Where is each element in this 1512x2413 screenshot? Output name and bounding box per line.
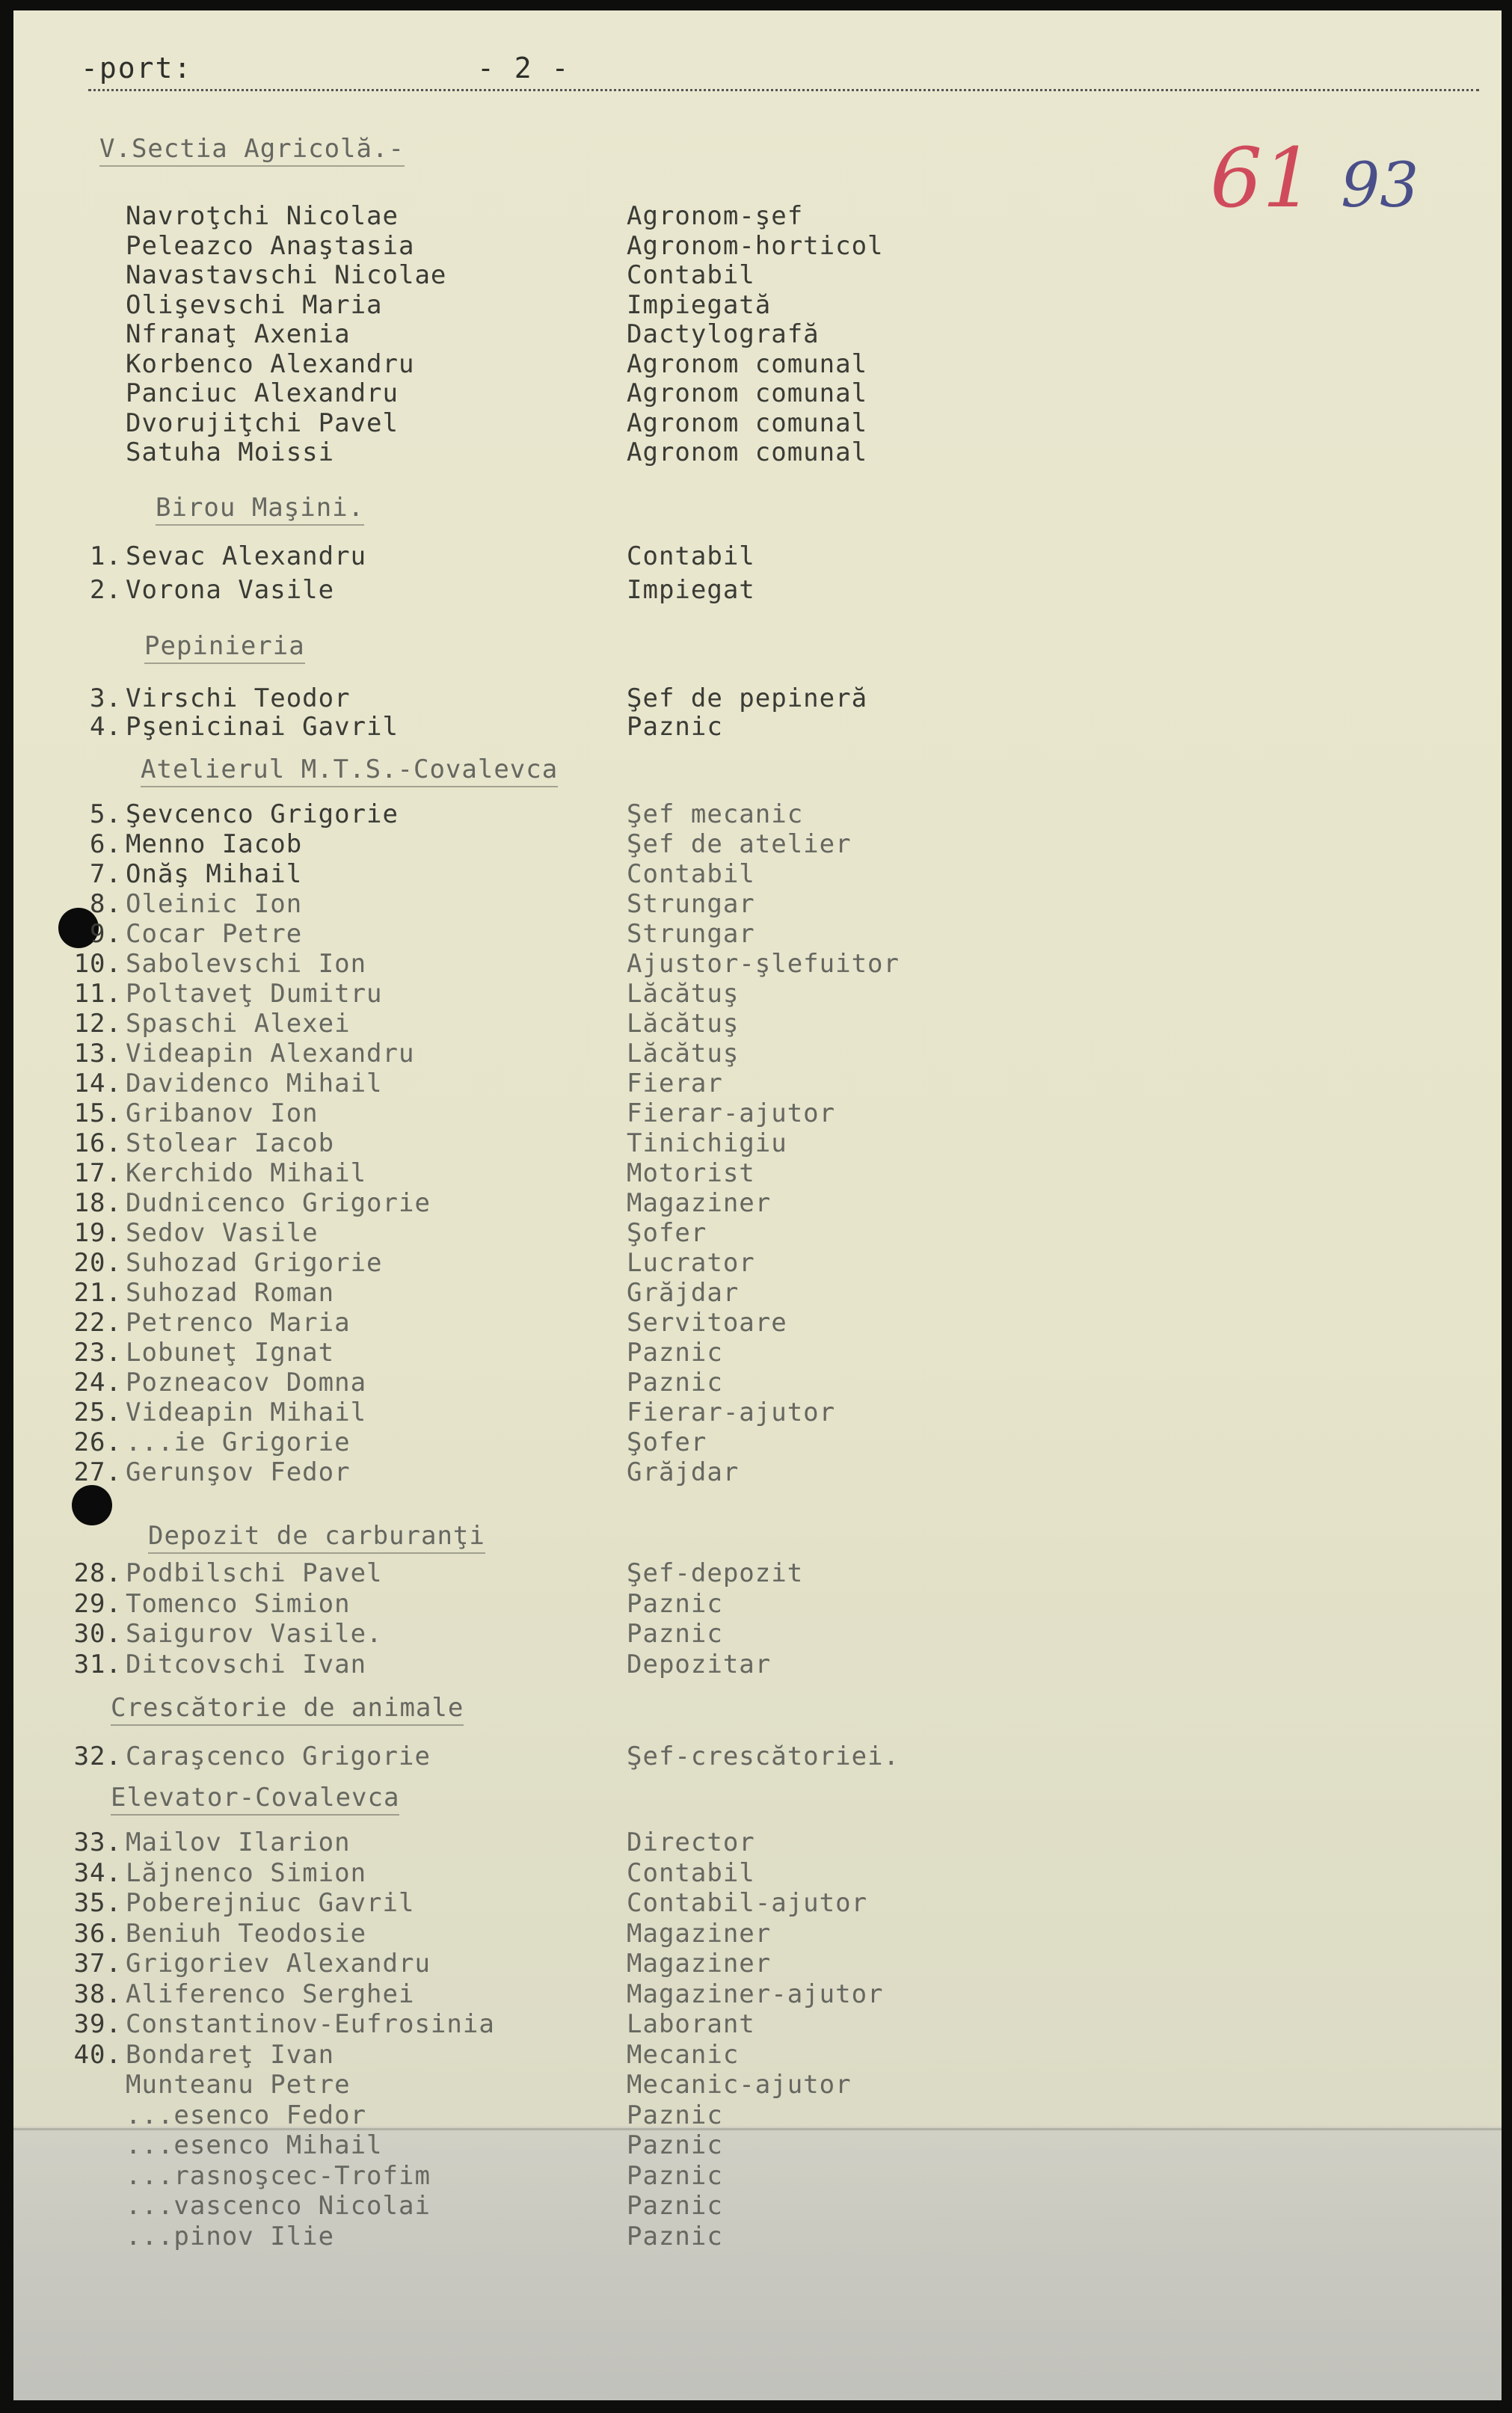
employee-role: Contabil-ajutor: [627, 1888, 868, 1918]
employee-role: Tinichigiu: [627, 1128, 787, 1158]
row-number: 9.: [90, 919, 122, 949]
employee-role: Şef de pepineră: [627, 683, 868, 713]
employee-role: Paznic: [627, 712, 723, 742]
employee-name: Petrenco Maria: [126, 1308, 351, 1338]
row-number: 7.: [90, 859, 122, 889]
employee-role: Contabil: [627, 541, 755, 571]
row-number: 13.: [73, 1039, 122, 1069]
employee-name: Poltaveţ Dumitru: [126, 979, 383, 1009]
employee-name: Sabolevschi Ion: [126, 949, 367, 979]
employee-name: ...vascenco Nicolai: [126, 2191, 431, 2221]
employee-name: Pşenicinai Gavril: [126, 712, 399, 742]
row-number: 4.: [90, 712, 122, 742]
employee-name: Kerchido Mihail: [126, 1158, 367, 1188]
employee-name: ...esenco Mihail: [126, 2130, 383, 2160]
employee-name: Podbilschi Pavel: [126, 1558, 383, 1588]
row-number: 35.: [73, 1888, 122, 1918]
employee-role: Motorist: [627, 1158, 755, 1188]
row-number: 11.: [73, 979, 122, 1009]
employee-role: Fierar-ajutor: [627, 1098, 836, 1128]
employee-role: Şef-crescătoriei.: [627, 1742, 900, 1771]
employee-name: Sevac Alexandru: [126, 541, 367, 571]
employee-role: Servitoare: [627, 1308, 787, 1338]
employee-role: Paznic: [627, 2100, 723, 2130]
employee-role: Magaziner: [627, 1918, 772, 1949]
employee-name: Virschi Teodor: [126, 683, 351, 713]
row-number: 32.: [73, 1742, 122, 1771]
row-number: 33.: [73, 1828, 122, 1857]
employee-name: Panciuc Alexandru: [126, 378, 399, 408]
employee-role: Paznic: [627, 1368, 723, 1398]
employee-role: Paznic: [627, 1619, 723, 1649]
row-number: 27.: [73, 1457, 122, 1487]
employee-role: Şofer: [627, 1427, 707, 1457]
employee-name: Stolear Iacob: [126, 1128, 335, 1158]
employee-role: Paznic: [627, 2130, 723, 2160]
employee-role: Agronom-şef: [627, 201, 804, 231]
section-title: V.Sectia Agricolă.-: [99, 134, 405, 167]
row-number: 10.: [73, 949, 122, 979]
employee-name: Aliferenco Serghei: [126, 1979, 415, 2009]
employee-name: Vorona Vasile: [126, 575, 335, 605]
employee-name: Videapin Mihail: [126, 1398, 367, 1427]
employee-name: Gribanov Ion: [126, 1098, 319, 1128]
employee-role: Şofer: [627, 1218, 707, 1248]
row-number: 28.: [73, 1558, 122, 1588]
employee-role: Lăcătuş: [627, 1039, 740, 1069]
page-header: [81, 52, 571, 84]
employee-name: Saigurov Vasile.: [126, 1619, 383, 1649]
employee-role: Contabil: [627, 859, 755, 889]
employee-role: Magaziner: [627, 1949, 772, 1979]
row-number: 19.: [73, 1218, 122, 1248]
blue-folio-number: 93: [1341, 150, 1419, 221]
header-label: -port:: [81, 52, 193, 84]
row-number: 15.: [73, 1098, 122, 1128]
employee-role: Lăcătuş: [627, 1009, 740, 1039]
employee-role: Agronom-horticol: [627, 230, 884, 261]
employee-name: ...ie Grigorie: [126, 1427, 351, 1457]
row-number: 37.: [73, 1949, 122, 1979]
employee-role: Grăjdar: [627, 1278, 740, 1308]
section-title: Elevator-Covalevca: [111, 1783, 399, 1816]
document-page: [13, 10, 1502, 2400]
employee-name: Beniuh Teodosie: [126, 1918, 367, 1949]
employee-name: Caraşcenco Grigorie: [126, 1742, 431, 1771]
employee-name: Korbenco Alexandru: [126, 348, 415, 379]
employee-role: Paznic: [627, 2221, 723, 2251]
employee-role: Paznic: [627, 1338, 723, 1368]
employee-role: Agronom comunal: [627, 408, 868, 438]
row-number: 21.: [73, 1278, 122, 1308]
header-rule: [88, 89, 1479, 93]
employee-role: Strungar: [627, 889, 755, 919]
row-number: 26.: [73, 1427, 122, 1457]
employee-name: Lobuneţ Ignat: [126, 1338, 335, 1368]
punch-hole-bottom: [72, 1485, 112, 1525]
employee-role: Paznic: [627, 1588, 723, 1619]
employee-name: Cocar Petre: [126, 919, 303, 949]
employee-role: Grăjdar: [627, 1457, 740, 1487]
row-number: 30.: [73, 1619, 122, 1649]
employee-name: Spaschi Alexei: [126, 1009, 351, 1039]
row-number: 22.: [73, 1308, 122, 1338]
employee-name: ...rasnoşcec-Trofim: [126, 2160, 431, 2191]
employee-role: Fierar: [627, 1069, 723, 1098]
row-number: 23.: [73, 1338, 122, 1368]
row-number: 1.: [90, 541, 122, 571]
employee-role: Lucrator: [627, 1248, 755, 1278]
employee-name: Navroţchi Nicolae: [126, 201, 399, 231]
row-number: 31.: [73, 1649, 122, 1679]
employee-role: Agronom comunal: [627, 348, 868, 379]
row-number: 8.: [90, 889, 122, 919]
employee-role: Magaziner-ajutor: [627, 1979, 884, 2009]
employee-role: Magaziner: [627, 1188, 772, 1218]
employee-role: Paznic: [627, 2160, 723, 2191]
employee-name: Suhozad Roman: [126, 1278, 335, 1308]
employee-role: Paznic: [627, 2191, 723, 2221]
employee-role: Contabil: [627, 1857, 755, 1888]
row-number: 34.: [73, 1857, 122, 1888]
employee-name: Poberejniuc Gavril: [126, 1888, 415, 1918]
red-folio-number: 61: [1210, 130, 1315, 226]
employee-name: Nfranaţ Axenia: [126, 319, 351, 349]
row-number: 5.: [90, 799, 122, 829]
row-number: 40.: [73, 2039, 122, 2070]
employee-name: Suhozad Grigorie: [126, 1248, 383, 1278]
employee-role: Şef-depozit: [627, 1558, 804, 1588]
employee-role: Contabil: [627, 260, 755, 290]
row-number: 24.: [73, 1368, 122, 1398]
employee-role: Strungar: [627, 919, 755, 949]
employee-name: Şevcenco Grigorie: [126, 799, 399, 829]
employee-name: Olişevschi Maria: [126, 289, 383, 320]
folio-marks: [1210, 130, 1419, 226]
row-number: 14.: [73, 1069, 122, 1098]
employee-name: Sedov Vasile: [126, 1218, 319, 1248]
row-number: 25.: [73, 1398, 122, 1427]
employee-name: Videapin Alexandru: [126, 1039, 415, 1069]
employee-name: Menno Iacob: [126, 829, 303, 859]
row-number: 38.: [73, 1979, 122, 2009]
employee-name: Ditcovschi Ivan: [126, 1649, 367, 1679]
employee-role: Fierar-ajutor: [627, 1398, 836, 1427]
employee-role: Impiegat: [627, 575, 755, 605]
employee-name: Navastavschi Nicolae: [126, 260, 447, 290]
employee-role: Lăcătuş: [627, 979, 740, 1009]
section-title: Pepinieria: [144, 631, 305, 664]
employee-name: Bondareţ Ivan: [126, 2039, 335, 2070]
employee-name: Constantinov-Eufrosinia: [126, 2009, 495, 2039]
row-number: 20.: [73, 1248, 122, 1278]
row-number: 36.: [73, 1918, 122, 1949]
employee-role: Impiegată: [627, 289, 772, 320]
row-number: 39.: [73, 2009, 122, 2039]
section-title: Atelierul M.T.S.-Covalevca: [141, 754, 558, 787]
row-number: 29.: [73, 1588, 122, 1619]
employee-name: Peleazco Anaştasia: [126, 230, 415, 261]
row-number: 17.: [73, 1158, 122, 1188]
section-title: Depozit de carburanţi: [148, 1521, 485, 1554]
row-number: 2.: [90, 575, 122, 605]
employee-name: ...pinov Ilie: [126, 2221, 335, 2251]
employee-name: Pozneacov Domna: [126, 1368, 367, 1398]
employee-name: Oleinic Ion: [126, 889, 303, 919]
employee-name: Mailov Ilarion: [126, 1828, 351, 1857]
section-title: Crescătorie de animale: [111, 1693, 464, 1726]
employee-role: Laborant: [627, 2009, 755, 2039]
employee-role: Şef de atelier: [627, 829, 852, 859]
row-number: 3.: [90, 683, 122, 713]
employee-name: Munteanu Petre: [126, 2070, 351, 2100]
employee-name: Lăjnenco Simion: [126, 1857, 367, 1888]
employee-name: Gerunşov Fedor: [126, 1457, 351, 1487]
employee-role: Depozitar: [627, 1649, 772, 1679]
employee-role: Agronom comunal: [627, 437, 868, 467]
employee-name: Dvorujiţchi Pavel: [126, 408, 399, 438]
row-number: 6.: [90, 829, 122, 859]
employee-name: Tomenco Simion: [126, 1588, 351, 1619]
employee-role: Mecanic-ajutor: [627, 2070, 852, 2100]
employee-role: Director: [627, 1828, 755, 1857]
employee-name: Dudnicenco Grigorie: [126, 1188, 431, 1218]
row-number: 12.: [73, 1009, 122, 1039]
employee-role: Agronom comunal: [627, 378, 868, 408]
employee-name: Satuha Moissi: [126, 437, 335, 467]
employee-role: Dactylografă: [627, 319, 820, 349]
row-number: 16.: [73, 1128, 122, 1158]
employee-role: Şef mecanic: [627, 799, 804, 829]
employee-role: Ajustor-şlefuitor: [627, 949, 900, 979]
employee-name: ...esenco Fedor: [126, 2100, 367, 2130]
employee-name: Onăş Mihail: [126, 859, 303, 889]
employee-role: Mecanic: [627, 2039, 740, 2070]
page-number: - 2 -: [477, 52, 571, 84]
row-number: 18.: [73, 1188, 122, 1218]
section-title: Birou Maşini.: [156, 493, 364, 526]
employee-name: Davidenco Mihail: [126, 1069, 383, 1098]
employee-name: Grigoriev Alexandru: [126, 1949, 431, 1979]
